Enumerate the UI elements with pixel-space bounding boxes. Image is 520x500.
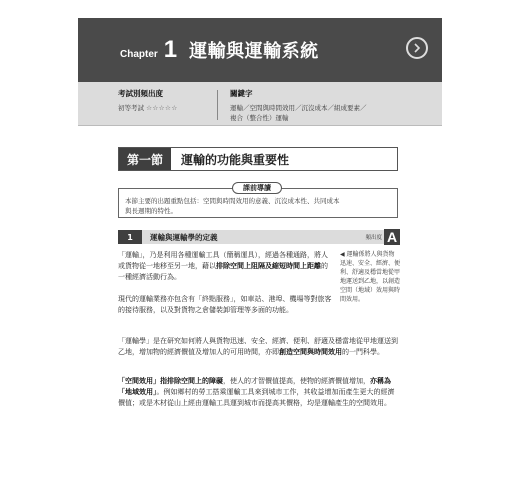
topic-bar bbox=[118, 230, 398, 244]
next-chapter-button[interactable] bbox=[406, 37, 428, 59]
keywords-line: 運輸／空間與時間效用／沉沒成本／組成要素／ bbox=[230, 104, 367, 112]
text-run: 「運輸」，乃是利用各種運輸工具（簡稱運具），經過各種通路，將人或貨物從一地移至另一地，藉以 bbox=[118, 251, 328, 270]
paragraph-transport-science bbox=[118, 336, 398, 358]
bold-text: 創造空間與時間效用 bbox=[279, 348, 342, 356]
text-run: 的一種經濟活動行為。 bbox=[118, 262, 328, 281]
topic-title: 運輸與運輸學的定義 bbox=[150, 232, 218, 242]
star-rating: ☆☆☆☆☆ bbox=[146, 104, 178, 112]
section-tag: 第一節 bbox=[119, 148, 171, 170]
keywords-text bbox=[230, 103, 430, 123]
chapter-title: 運輸與運輸系統 bbox=[189, 41, 319, 62]
keywords-block bbox=[230, 88, 430, 123]
side-note: ◀ 運輸係將人與貨物迅速、安全、經濟、便利、舒適及穩當地從甲地運送到乙地，以創造空間（地域）效用與時間效用。 bbox=[340, 251, 401, 303]
exam-name: 初等考試 bbox=[118, 104, 144, 112]
guide-line: 與長週期的特性。 bbox=[125, 207, 177, 215]
guide-label: 課前導讀 bbox=[232, 182, 282, 194]
paragraph-space-utility bbox=[118, 376, 398, 409]
frequency-grade: A bbox=[384, 229, 400, 245]
text-run: 「運輸學」是在研究如何將人與貨物迅速、安全、經濟、便利、舒適及穩當地從甲地運送到乙地，增加物的經濟價值及增加人的可用時間，亦即 bbox=[118, 337, 398, 356]
chapter-label: Chapter bbox=[120, 48, 158, 60]
bold-text: 亦稱為「地域效用」 bbox=[118, 377, 391, 396]
paragraph-terminal-service: 現代的運輸業務亦包含有「終點服務」，如車站、港埠、機場等對旅客的接待服務，以及對貨物之倉儲裝卸管理等多面的功能。 bbox=[118, 295, 332, 314]
info-strip bbox=[78, 82, 442, 126]
chapter-header bbox=[78, 18, 442, 82]
section-heading bbox=[118, 147, 398, 171]
frequency-line bbox=[118, 103, 210, 113]
frequency-block bbox=[118, 88, 210, 113]
keywords-heading: 關鍵字 bbox=[230, 89, 253, 98]
text-run: 的一門科學。 bbox=[342, 348, 384, 356]
bold-text: 「空間效用」指排除空間上的障礙 bbox=[118, 377, 223, 385]
chapter-number: 1 bbox=[163, 36, 178, 63]
bold-text: 排除空間上阻隔及縮短時間上距離 bbox=[216, 262, 321, 270]
text-run: 。例如鄉村的勞工搭乘運輸工具來到城市工作，其收益增加而產生更大的經濟價值；或是木材從山上經由運輸工具運到城市而提高其價格，均是運輸產生的空間效用。 bbox=[118, 388, 395, 407]
chevron-right-icon bbox=[412, 43, 422, 53]
divider bbox=[217, 90, 218, 120]
paragraph-transport-definition bbox=[118, 250, 332, 283]
frequency-heading: 考試別頻出度 bbox=[118, 89, 163, 98]
guide-line: 本節主要的出題重點包括：空間與時間效用的意義、沉沒成本性、共同成本 bbox=[125, 197, 340, 205]
keywords-line: 複合（整合性）運輸 bbox=[230, 114, 289, 122]
frequency-label: 頻出度 bbox=[365, 235, 382, 241]
text-run: ，使人的才智價值提高，使物的經濟價值增加， bbox=[223, 377, 370, 385]
section-title: 運輸的功能與重要性 bbox=[181, 152, 290, 167]
topic-number: 1 bbox=[118, 230, 142, 244]
